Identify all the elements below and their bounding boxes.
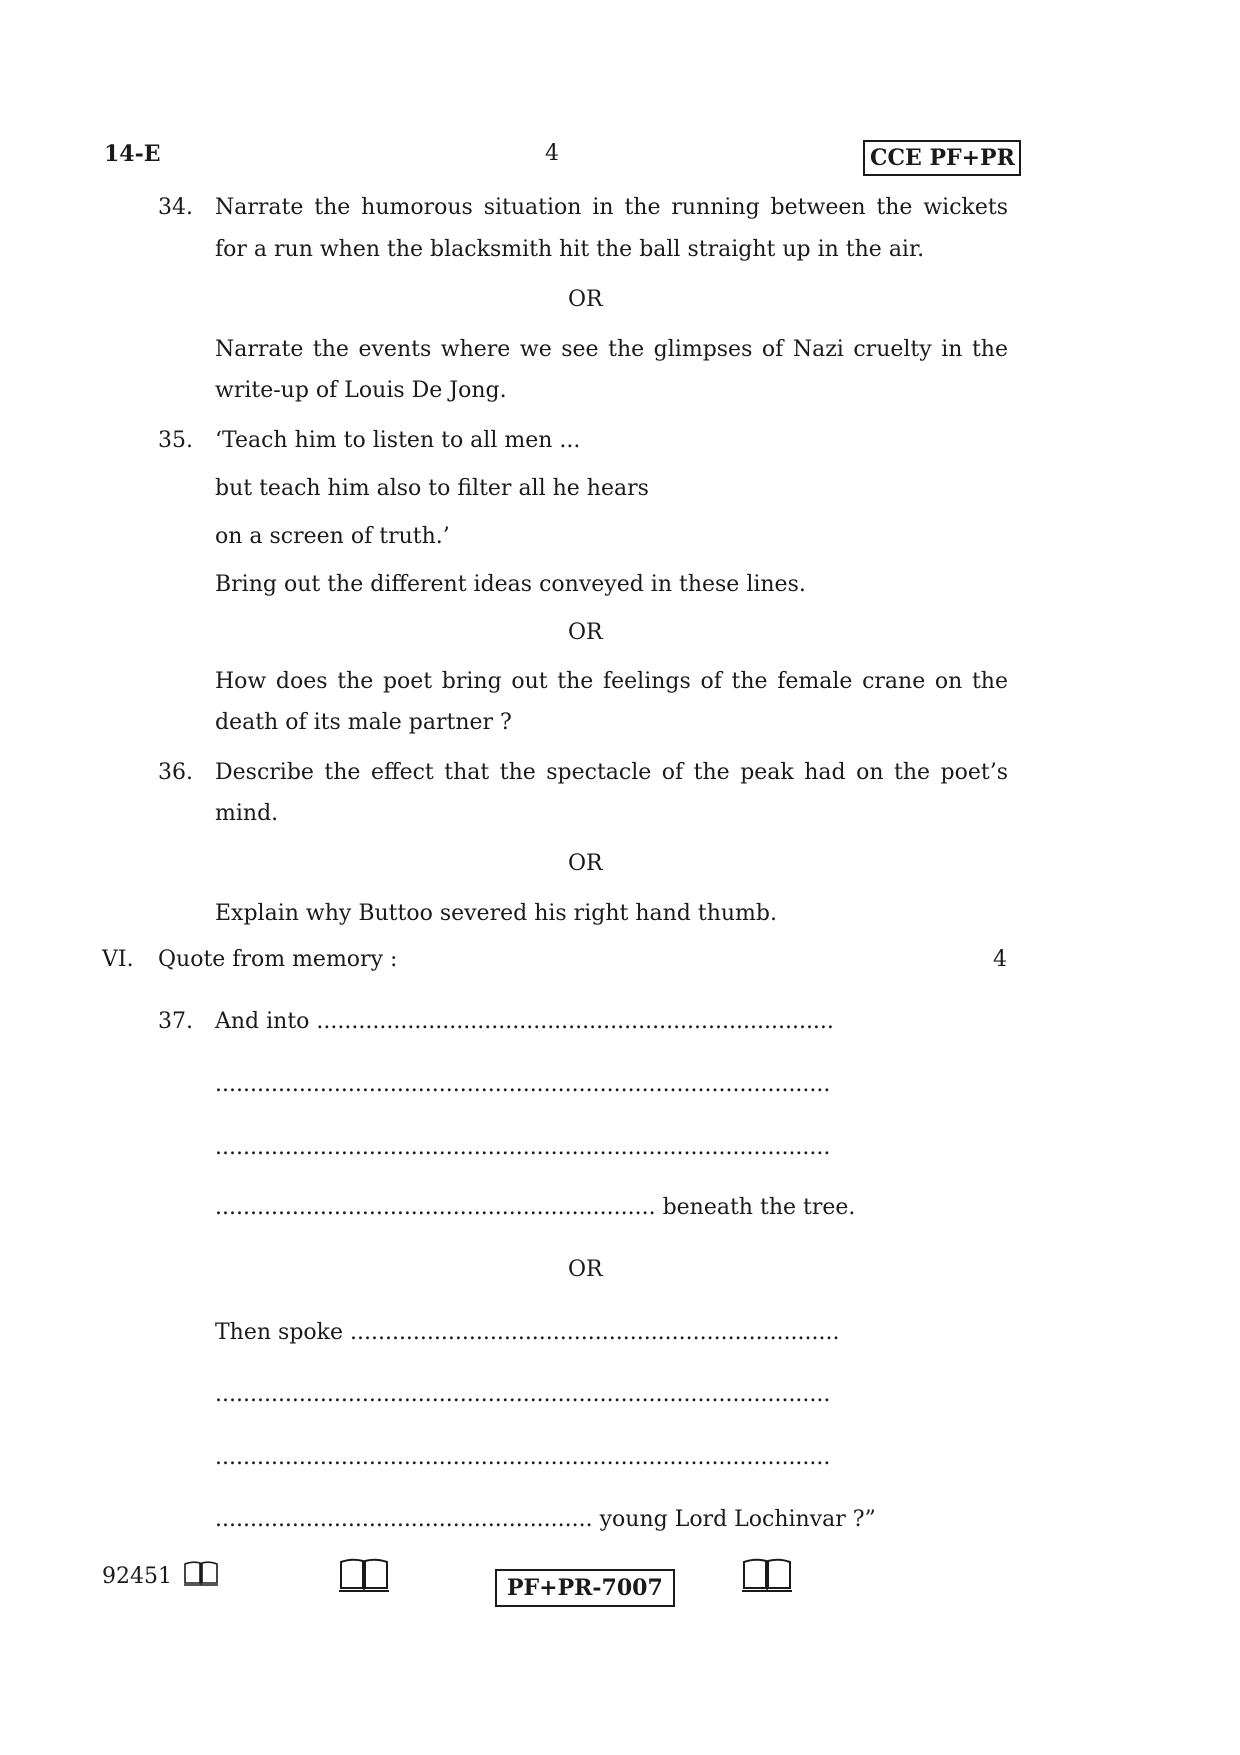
paper-code-box: PF+PR-7007 [495,1569,675,1607]
question-number: 34. [158,195,193,220]
poem-line: ............................................................... beneath the tree. [215,1195,856,1220]
question-number: 36. [158,760,193,785]
question-text: Bring out the different ideas conveyed in these lines. [215,572,806,597]
question-text: death of its male partner ? [215,710,512,735]
paper-code: 14-E [104,141,161,167]
question-text: mind. [215,801,279,826]
quote-line: on a screen of truth.’ [215,524,450,549]
quote-line: ‘Teach him to listen to all men ... [215,428,581,453]
poem-line: ........................................................................................ [215,1135,831,1160]
or-separator: OR [568,620,603,645]
exam-code-box: CCE PF+PR [863,140,1021,176]
poem-line: Then spoke ...................................................................... [215,1320,840,1345]
question-text: Describe the effect that the spectacle of the peak had on the poet’s [215,760,1008,785]
section-title: Quote from memory : [158,947,398,972]
book-icon [183,1560,219,1586]
question-number: 37. [158,1009,193,1034]
footer-code: 92451 [102,1564,172,1589]
book-icon [741,1557,793,1593]
poem-line: ........................................................................................ [215,1072,831,1097]
book-icon [338,1557,390,1593]
section-number: VI. [102,947,134,972]
poem-line: ........................................................................................ [215,1382,831,1407]
poem-line: And into .......................................................................... [215,1009,834,1034]
question-text: for a run when the blacksmith hit the ball straight up in the air. [215,237,925,262]
or-separator: OR [568,1257,603,1282]
quote-line: but teach him also to filter all he hears [215,476,649,501]
question-number: 35. [158,428,193,453]
section-marks: 4 [993,947,1007,972]
poem-line: ...................................................... young Lord Lochinvar ?” [215,1507,876,1532]
question-text: How does the poet bring out the feelings of the female crane on the [215,669,1008,694]
or-separator: OR [568,287,603,312]
question-text: Explain why Buttoo severed his right hand thumb. [215,901,777,926]
question-text: Narrate the humorous situation in the running between the wickets [215,195,1008,220]
question-text: Narrate the events where we see the glimpses of Nazi cruelty in the [215,337,1008,362]
question-text: write-up of Louis De Jong. [215,378,507,403]
poem-line: ........................................................................................ [215,1445,831,1470]
page-number: 4 [545,141,559,166]
or-separator: OR [568,851,603,876]
